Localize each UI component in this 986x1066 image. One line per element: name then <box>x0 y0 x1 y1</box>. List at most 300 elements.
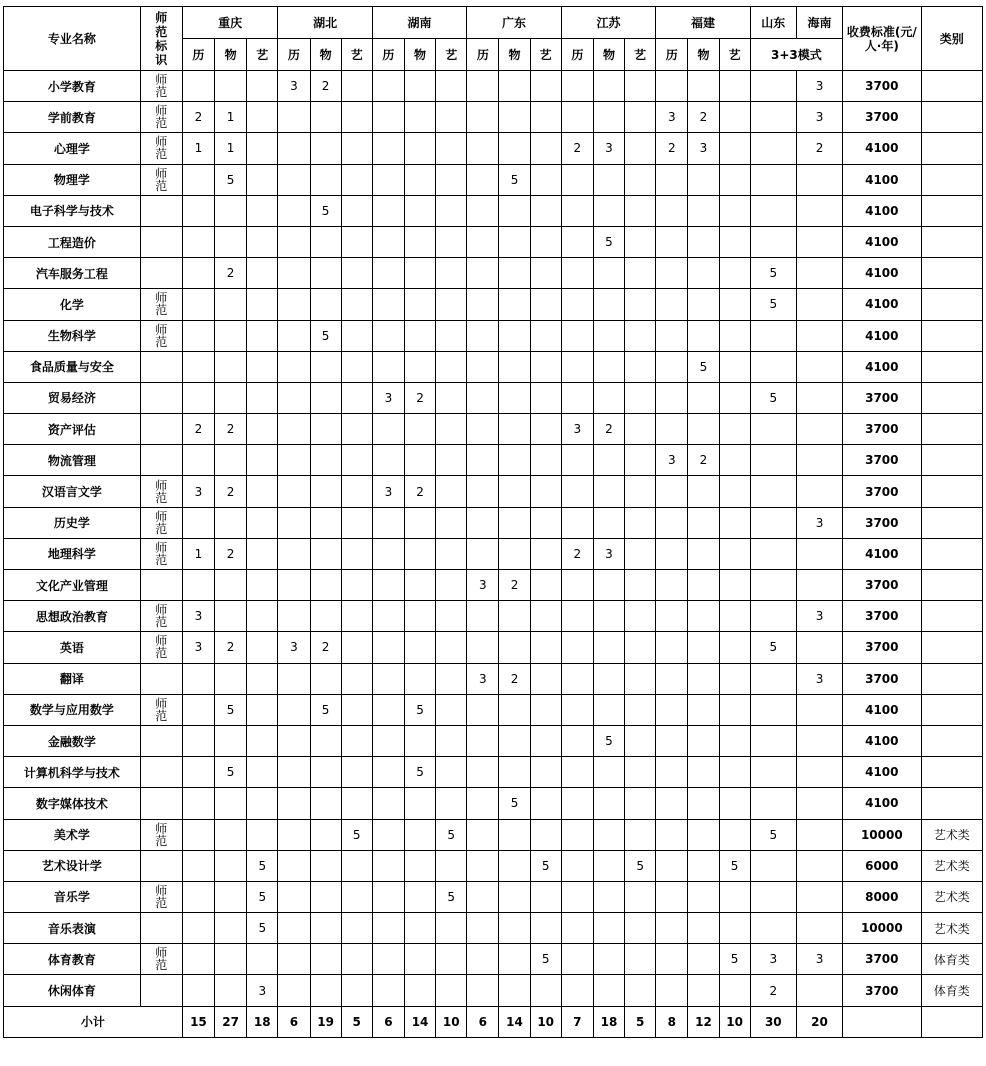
quota-cell <box>499 320 530 351</box>
major-name: 汉语言文学 <box>4 476 141 507</box>
fee-cell: 4100 <box>843 757 921 788</box>
table-row <box>4 507 983 538</box>
quota-cell <box>247 570 278 601</box>
quota-cell <box>750 570 796 601</box>
quota-cell <box>372 320 404 351</box>
quota-cell <box>625 944 656 975</box>
quota-cell <box>372 694 404 725</box>
quota-cell <box>688 819 719 850</box>
table-row <box>4 601 983 632</box>
normal-flag: 师范 <box>140 632 182 663</box>
quota-cell <box>688 881 719 912</box>
quota-cell <box>561 102 593 133</box>
quota-cell <box>656 71 688 102</box>
quota-cell <box>688 164 719 195</box>
header-subject: 历 <box>656 39 688 71</box>
header-province-hainan: 海南 <box>796 7 842 39</box>
quota-cell <box>278 445 310 476</box>
quota-cell <box>688 850 719 881</box>
quota-cell <box>719 788 750 819</box>
quota-cell <box>436 289 467 320</box>
quota-cell <box>750 788 796 819</box>
quota-cell <box>656 258 688 289</box>
quota-cell <box>593 382 624 413</box>
quota-cell <box>372 226 404 257</box>
quota-cell <box>404 320 435 351</box>
major-name: 艺术设计学 <box>4 850 141 881</box>
quota-cell <box>341 382 372 413</box>
subtotal-cell: 10 <box>719 1006 750 1037</box>
quota-cell <box>561 601 593 632</box>
quota-cell <box>372 507 404 538</box>
quota-cell <box>436 788 467 819</box>
quota-cell: 2 <box>404 382 435 413</box>
quota-cell <box>719 570 750 601</box>
quota-cell <box>719 975 750 1006</box>
normal-flag: 师范 <box>140 538 182 569</box>
quota-cell <box>656 757 688 788</box>
quota-cell <box>530 71 561 102</box>
quota-cell <box>341 694 372 725</box>
quota-cell <box>310 226 341 257</box>
quota-cell <box>499 975 530 1006</box>
quota-cell <box>436 102 467 133</box>
quota-cell <box>404 195 435 226</box>
quota-cell <box>796 320 842 351</box>
quota-cell <box>719 663 750 694</box>
quota-cell <box>247 102 278 133</box>
fee-cell: 3700 <box>843 71 921 102</box>
quota-cell <box>467 351 499 382</box>
quota-cell <box>625 445 656 476</box>
major-name: 心理学 <box>4 133 141 164</box>
category-cell <box>921 445 983 476</box>
quota-cell <box>247 351 278 382</box>
quota-cell <box>372 71 404 102</box>
quota-cell: 5 <box>215 757 247 788</box>
quota-cell <box>404 351 435 382</box>
quota-cell <box>656 944 688 975</box>
quota-cell <box>530 133 561 164</box>
quota-cell <box>247 133 278 164</box>
category-cell <box>921 632 983 663</box>
quota-cell <box>341 164 372 195</box>
quota-cell <box>310 757 341 788</box>
quota-cell <box>625 507 656 538</box>
quota-cell <box>310 289 341 320</box>
normal-flag <box>140 663 182 694</box>
subtotal-cell: 5 <box>341 1006 372 1037</box>
quota-cell: 1 <box>182 538 214 569</box>
major-name: 资产评估 <box>4 414 141 445</box>
quota-cell <box>247 289 278 320</box>
quota-cell <box>182 507 214 538</box>
normal-flag: 师范 <box>140 507 182 538</box>
quota-cell <box>561 694 593 725</box>
quota-cell: 3 <box>796 102 842 133</box>
quota-cell <box>467 538 499 569</box>
quota-cell <box>750 538 796 569</box>
subtotal-cell: 12 <box>688 1006 719 1037</box>
quota-cell <box>182 382 214 413</box>
quota-cell <box>625 694 656 725</box>
category-cell <box>921 476 983 507</box>
quota-cell: 2 <box>310 632 341 663</box>
quota-cell <box>530 601 561 632</box>
quota-cell: 5 <box>750 382 796 413</box>
quota-cell <box>247 226 278 257</box>
subtotal-category-empty <box>921 1006 983 1037</box>
subtotal-label: 小计 <box>4 1006 183 1037</box>
category-cell <box>921 414 983 445</box>
quota-cell: 5 <box>593 226 624 257</box>
quota-cell <box>625 226 656 257</box>
table-row <box>4 913 983 944</box>
quota-cell <box>656 725 688 756</box>
quota-cell <box>341 507 372 538</box>
quota-cell <box>625 258 656 289</box>
quota-cell <box>310 570 341 601</box>
quota-cell <box>750 601 796 632</box>
quota-cell <box>247 71 278 102</box>
quota-cell <box>625 133 656 164</box>
table-row <box>4 289 983 320</box>
quota-cell: 2 <box>215 538 247 569</box>
table-row <box>4 226 983 257</box>
table-footer <box>4 1006 983 1037</box>
quota-cell <box>750 850 796 881</box>
quota-cell <box>341 351 372 382</box>
quota-cell <box>719 881 750 912</box>
header-subject: 历 <box>278 39 310 71</box>
quota-cell <box>372 601 404 632</box>
quota-cell <box>310 538 341 569</box>
quota-cell <box>530 414 561 445</box>
quota-cell <box>750 476 796 507</box>
quota-cell <box>561 164 593 195</box>
quota-cell: 3 <box>278 71 310 102</box>
header-subject: 艺 <box>530 39 561 71</box>
quota-cell <box>796 195 842 226</box>
quota-cell <box>656 289 688 320</box>
quota-cell: 5 <box>404 757 435 788</box>
quota-cell <box>593 476 624 507</box>
category-cell: 体育类 <box>921 944 983 975</box>
quota-cell <box>499 445 530 476</box>
quota-cell <box>593 850 624 881</box>
quota-cell: 5 <box>247 913 278 944</box>
normal-flag <box>140 226 182 257</box>
quota-cell <box>247 258 278 289</box>
quota-cell <box>625 289 656 320</box>
quota-cell <box>436 975 467 1006</box>
fee-cell: 6000 <box>843 850 921 881</box>
quota-cell <box>467 71 499 102</box>
category-cell: 体育类 <box>921 975 983 1006</box>
header-subject: 物 <box>499 39 530 71</box>
quota-cell <box>436 757 467 788</box>
quota-cell <box>499 632 530 663</box>
quota-cell <box>656 538 688 569</box>
quota-cell <box>372 195 404 226</box>
table-row <box>4 351 983 382</box>
quota-cell <box>310 850 341 881</box>
quota-cell <box>247 788 278 819</box>
quota-cell <box>499 725 530 756</box>
header-subject: 艺 <box>341 39 372 71</box>
quota-cell <box>436 663 467 694</box>
quota-cell <box>750 507 796 538</box>
quota-cell <box>530 351 561 382</box>
normal-flag <box>140 975 182 1006</box>
table-row <box>4 788 983 819</box>
subtotal-cell: 14 <box>499 1006 530 1037</box>
quota-cell <box>625 725 656 756</box>
subtotal-cell: 30 <box>750 1006 796 1037</box>
quota-cell <box>750 164 796 195</box>
table-row <box>4 445 983 476</box>
quota-cell <box>247 944 278 975</box>
quota-cell <box>278 725 310 756</box>
quota-cell <box>467 258 499 289</box>
quota-cell <box>310 445 341 476</box>
quota-cell <box>688 538 719 569</box>
quota-cell: 3 <box>688 133 719 164</box>
quota-cell <box>436 725 467 756</box>
table-row <box>4 757 983 788</box>
quota-cell <box>656 226 688 257</box>
quota-cell <box>341 445 372 476</box>
quota-cell <box>593 881 624 912</box>
quota-cell <box>182 289 214 320</box>
quota-cell <box>530 476 561 507</box>
category-cell <box>921 694 983 725</box>
major-name: 地理科学 <box>4 538 141 569</box>
quota-cell <box>719 289 750 320</box>
quota-cell <box>341 570 372 601</box>
quota-cell <box>278 788 310 819</box>
quota-cell <box>215 663 247 694</box>
quota-cell <box>182 445 214 476</box>
major-name: 食品质量与安全 <box>4 351 141 382</box>
table-body <box>4 71 983 1007</box>
header-subject: 历 <box>561 39 593 71</box>
quota-cell <box>561 944 593 975</box>
normal-flag: 师范 <box>140 320 182 351</box>
quota-cell <box>467 226 499 257</box>
quota-cell <box>404 663 435 694</box>
quota-cell <box>750 881 796 912</box>
quota-cell <box>593 788 624 819</box>
normal-flag <box>140 195 182 226</box>
header-province-guangdong: 广东 <box>467 7 561 39</box>
quota-cell <box>656 320 688 351</box>
quota-cell <box>561 632 593 663</box>
quota-cell <box>719 476 750 507</box>
quota-cell <box>247 320 278 351</box>
quota-cell <box>656 881 688 912</box>
major-name: 学前教育 <box>4 102 141 133</box>
table-row <box>4 258 983 289</box>
quota-cell <box>750 351 796 382</box>
quota-cell <box>593 663 624 694</box>
quota-cell <box>593 258 624 289</box>
quota-cell <box>688 694 719 725</box>
quota-cell <box>278 258 310 289</box>
quota-cell <box>215 445 247 476</box>
quota-cell <box>561 289 593 320</box>
quota-cell: 5 <box>719 944 750 975</box>
quota-cell <box>561 382 593 413</box>
quota-cell: 5 <box>215 694 247 725</box>
quota-cell: 2 <box>182 414 214 445</box>
quota-cell <box>404 881 435 912</box>
major-name: 音乐表演 <box>4 913 141 944</box>
quota-cell <box>247 507 278 538</box>
quota-cell <box>719 913 750 944</box>
quota-cell <box>278 414 310 445</box>
table-row <box>4 850 983 881</box>
quota-cell <box>530 102 561 133</box>
fee-cell: 4100 <box>843 320 921 351</box>
quota-cell: 5 <box>247 881 278 912</box>
quota-cell <box>278 944 310 975</box>
quota-cell <box>467 601 499 632</box>
category-cell <box>921 102 983 133</box>
quota-cell <box>247 757 278 788</box>
quota-cell <box>182 71 214 102</box>
quota-cell <box>215 195 247 226</box>
quota-cell <box>436 507 467 538</box>
quota-cell <box>530 881 561 912</box>
normal-flag: 师范 <box>140 944 182 975</box>
quota-cell <box>278 601 310 632</box>
quota-cell <box>215 226 247 257</box>
quota-cell <box>796 226 842 257</box>
quota-cell <box>436 476 467 507</box>
quota-cell <box>688 725 719 756</box>
fee-cell: 4100 <box>843 788 921 819</box>
normal-flag: 师范 <box>140 694 182 725</box>
quota-cell <box>719 351 750 382</box>
quota-cell <box>796 538 842 569</box>
quota-cell <box>341 258 372 289</box>
quota-cell: 5 <box>750 258 796 289</box>
quota-cell: 2 <box>215 476 247 507</box>
quota-cell <box>796 757 842 788</box>
quota-cell <box>656 850 688 881</box>
table-row <box>4 632 983 663</box>
header-subject: 历 <box>467 39 499 71</box>
fee-cell: 3700 <box>843 414 921 445</box>
category-cell <box>921 538 983 569</box>
fee-cell: 4100 <box>843 289 921 320</box>
category-cell <box>921 133 983 164</box>
quota-cell <box>215 570 247 601</box>
quota-cell <box>593 71 624 102</box>
quota-cell <box>372 757 404 788</box>
quota-cell <box>247 414 278 445</box>
quota-cell <box>561 351 593 382</box>
quota-cell <box>182 913 214 944</box>
quota-cell <box>530 507 561 538</box>
quota-cell <box>215 944 247 975</box>
subtotal-cell: 10 <box>530 1006 561 1037</box>
table-row <box>4 102 983 133</box>
category-cell: 艺术类 <box>921 881 983 912</box>
quota-cell <box>372 414 404 445</box>
major-name: 生物科学 <box>4 320 141 351</box>
major-name: 金融数学 <box>4 725 141 756</box>
quota-cell <box>688 289 719 320</box>
quota-cell <box>278 476 310 507</box>
quota-cell <box>404 975 435 1006</box>
quota-cell <box>436 320 467 351</box>
quota-cell <box>372 258 404 289</box>
quota-cell <box>796 632 842 663</box>
normal-flag <box>140 382 182 413</box>
quota-cell <box>688 757 719 788</box>
quota-cell <box>182 570 214 601</box>
quota-cell: 2 <box>404 476 435 507</box>
quota-cell <box>561 663 593 694</box>
quota-cell <box>215 819 247 850</box>
quota-cell <box>719 102 750 133</box>
subtotal-cell: 7 <box>561 1006 593 1037</box>
quota-cell <box>467 788 499 819</box>
quota-cell <box>404 164 435 195</box>
quota-cell <box>404 944 435 975</box>
major-name: 体育教育 <box>4 944 141 975</box>
quota-cell <box>215 881 247 912</box>
quota-cell: 5 <box>750 632 796 663</box>
quota-cell <box>530 819 561 850</box>
quota-cell <box>404 913 435 944</box>
quota-cell <box>467 289 499 320</box>
quota-cell <box>404 632 435 663</box>
header-normal-flag: 师范标识 <box>140 7 182 71</box>
quota-cell: 2 <box>215 632 247 663</box>
quota-cell <box>530 913 561 944</box>
quota-cell <box>182 226 214 257</box>
quota-cell <box>719 258 750 289</box>
quota-cell <box>372 850 404 881</box>
normal-flag: 师范 <box>140 289 182 320</box>
quota-cell <box>796 725 842 756</box>
fee-cell: 3700 <box>843 382 921 413</box>
quota-cell <box>530 382 561 413</box>
quota-cell <box>656 382 688 413</box>
quota-cell <box>182 944 214 975</box>
quota-cell <box>247 601 278 632</box>
quota-cell <box>310 164 341 195</box>
quota-cell <box>593 445 624 476</box>
subtotal-cell: 27 <box>215 1006 247 1037</box>
major-name: 休闲体育 <box>4 975 141 1006</box>
quota-cell <box>182 819 214 850</box>
category-cell: 艺术类 <box>921 819 983 850</box>
quota-cell <box>796 694 842 725</box>
major-name: 音乐学 <box>4 881 141 912</box>
quota-cell <box>530 788 561 819</box>
quota-cell <box>341 788 372 819</box>
quota-cell <box>341 913 372 944</box>
major-name: 数学与应用数学 <box>4 694 141 725</box>
quota-cell <box>247 538 278 569</box>
quota-cell <box>372 725 404 756</box>
quota-cell <box>719 694 750 725</box>
quota-cell <box>310 788 341 819</box>
